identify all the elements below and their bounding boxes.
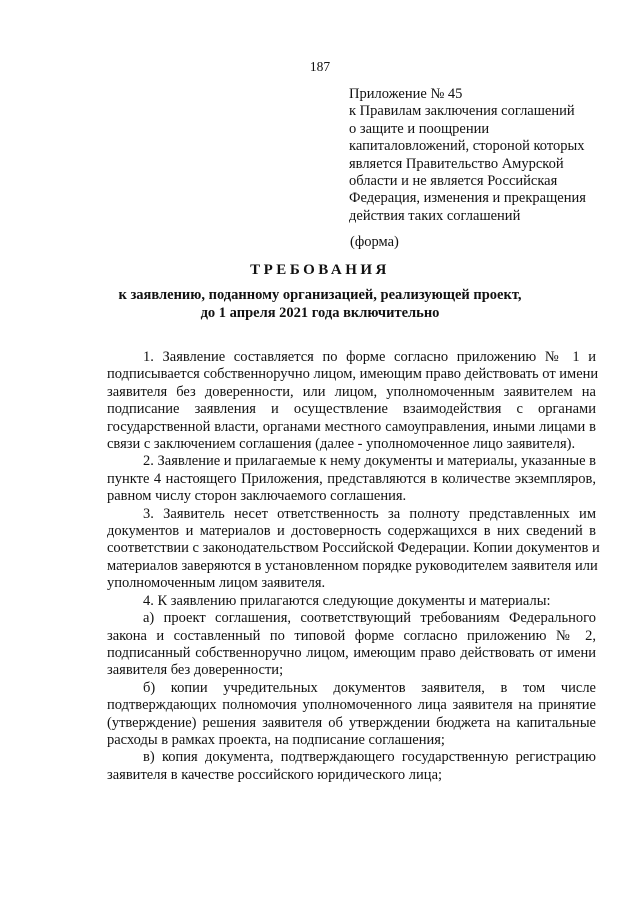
text-line: б) копии учредительных документов заявителя, в том числе: [143, 679, 596, 696]
text-line: 3. Заявитель несет ответственность за полноту представленных им: [143, 505, 596, 522]
paragraph-2: [107, 453, 596, 505]
document-title: ТРЕБОВАНИЯ: [250, 262, 390, 278]
document-body: [107, 349, 600, 784]
text-line: уполномоченным лицом заявителя.: [107, 575, 326, 592]
text-line: (утверждение) решения заявителя об утверждении бюджета на капитальные: [107, 714, 596, 731]
page-number: 187: [309, 59, 331, 74]
form-label: (форма): [350, 234, 399, 250]
text-line: расходы в рамках проекта, на подписание соглашения;: [107, 731, 445, 748]
text-line: подписывается собственноручно лицом, имеющим право действовать от имени: [107, 366, 599, 383]
text-line: заявителя без доверенности, или лицом, уполномоченным заявителем на: [107, 383, 596, 400]
text-line: 1. Заявление составляется по форме согласно приложению № 1 и: [143, 349, 596, 365]
text-line: государственной власти, органами местного самоуправления, иными лицами в: [107, 418, 596, 435]
paragraph-4a: [107, 610, 596, 680]
text-line: подписание заявления и осуществление взаимодействия с органами: [107, 401, 596, 418]
text-line: закона и составленный по типовой форме согласно приложению № 2,: [107, 627, 596, 644]
text-line: соответствии с законодательством Российской Федерации. Копии документов и: [107, 540, 600, 557]
paragraph-4b: [107, 680, 596, 750]
subtitle-line: к заявлению, поданному организацией, реализующей проект,: [118, 287, 522, 303]
text-line: связи с заключением соглашения (далее - уполномоченное лицо заявителя).: [107, 436, 576, 453]
appendix-line: Приложение № 45: [349, 86, 463, 102]
text-line: в) копия документа, подтверждающего государственную регистрацию: [143, 749, 596, 766]
appendix-line: области и не является Российская: [349, 173, 558, 190]
text-line: документов и материалов и достоверность содержащихся в них сведений в: [107, 523, 596, 540]
appendix-line: к Правилам заключения соглашений: [349, 103, 575, 120]
text-line: пункте 4 настоящего Приложения, представляются в количестве экземпляров,: [107, 470, 596, 487]
text-line: 2. Заявление и прилагаемые к нему документы и материалы, указанные в: [143, 453, 596, 470]
text-line: а) проект соглашения, соответствующий требованиям Федерального: [143, 610, 596, 627]
text-line: заявителя без доверенности;: [107, 662, 284, 679]
paragraph-1: [107, 349, 599, 453]
appendix-header: [349, 86, 609, 225]
appendix-line: действия таких соглашений: [349, 207, 521, 224]
text-line: равном числу сторон заключаемого соглашения.: [107, 488, 407, 505]
text-line: подтверждающих полномочия уполномоченного лица заявителя на принятие: [107, 697, 596, 714]
paragraph-4: [107, 593, 596, 610]
text-line: 4. К заявлению прилагаются следующие документы и материалы:: [143, 592, 551, 609]
subtitle-line: до 1 апреля 2021 года включительно: [200, 304, 440, 321]
text-line: заявителя в качестве российского юридического лица;: [107, 766, 443, 783]
paragraph-3: [107, 505, 600, 593]
paragraph-4v: [107, 749, 596, 784]
appendix-line: о защите и поощрении: [349, 120, 490, 137]
text-line: подписанный собственноручно лицом, имеющим право действовать от имени: [107, 644, 596, 661]
appendix-line: Федерация, изменения и прекращения: [349, 190, 586, 207]
document-subtitle: [0, 287, 640, 322]
appendix-line: капиталовложений, стороной которых: [349, 138, 585, 155]
appendix-line: является Правительство Амурской: [349, 155, 564, 172]
text-line: материалов заверяются в установленном порядке руководителем заявителя или: [107, 557, 598, 574]
